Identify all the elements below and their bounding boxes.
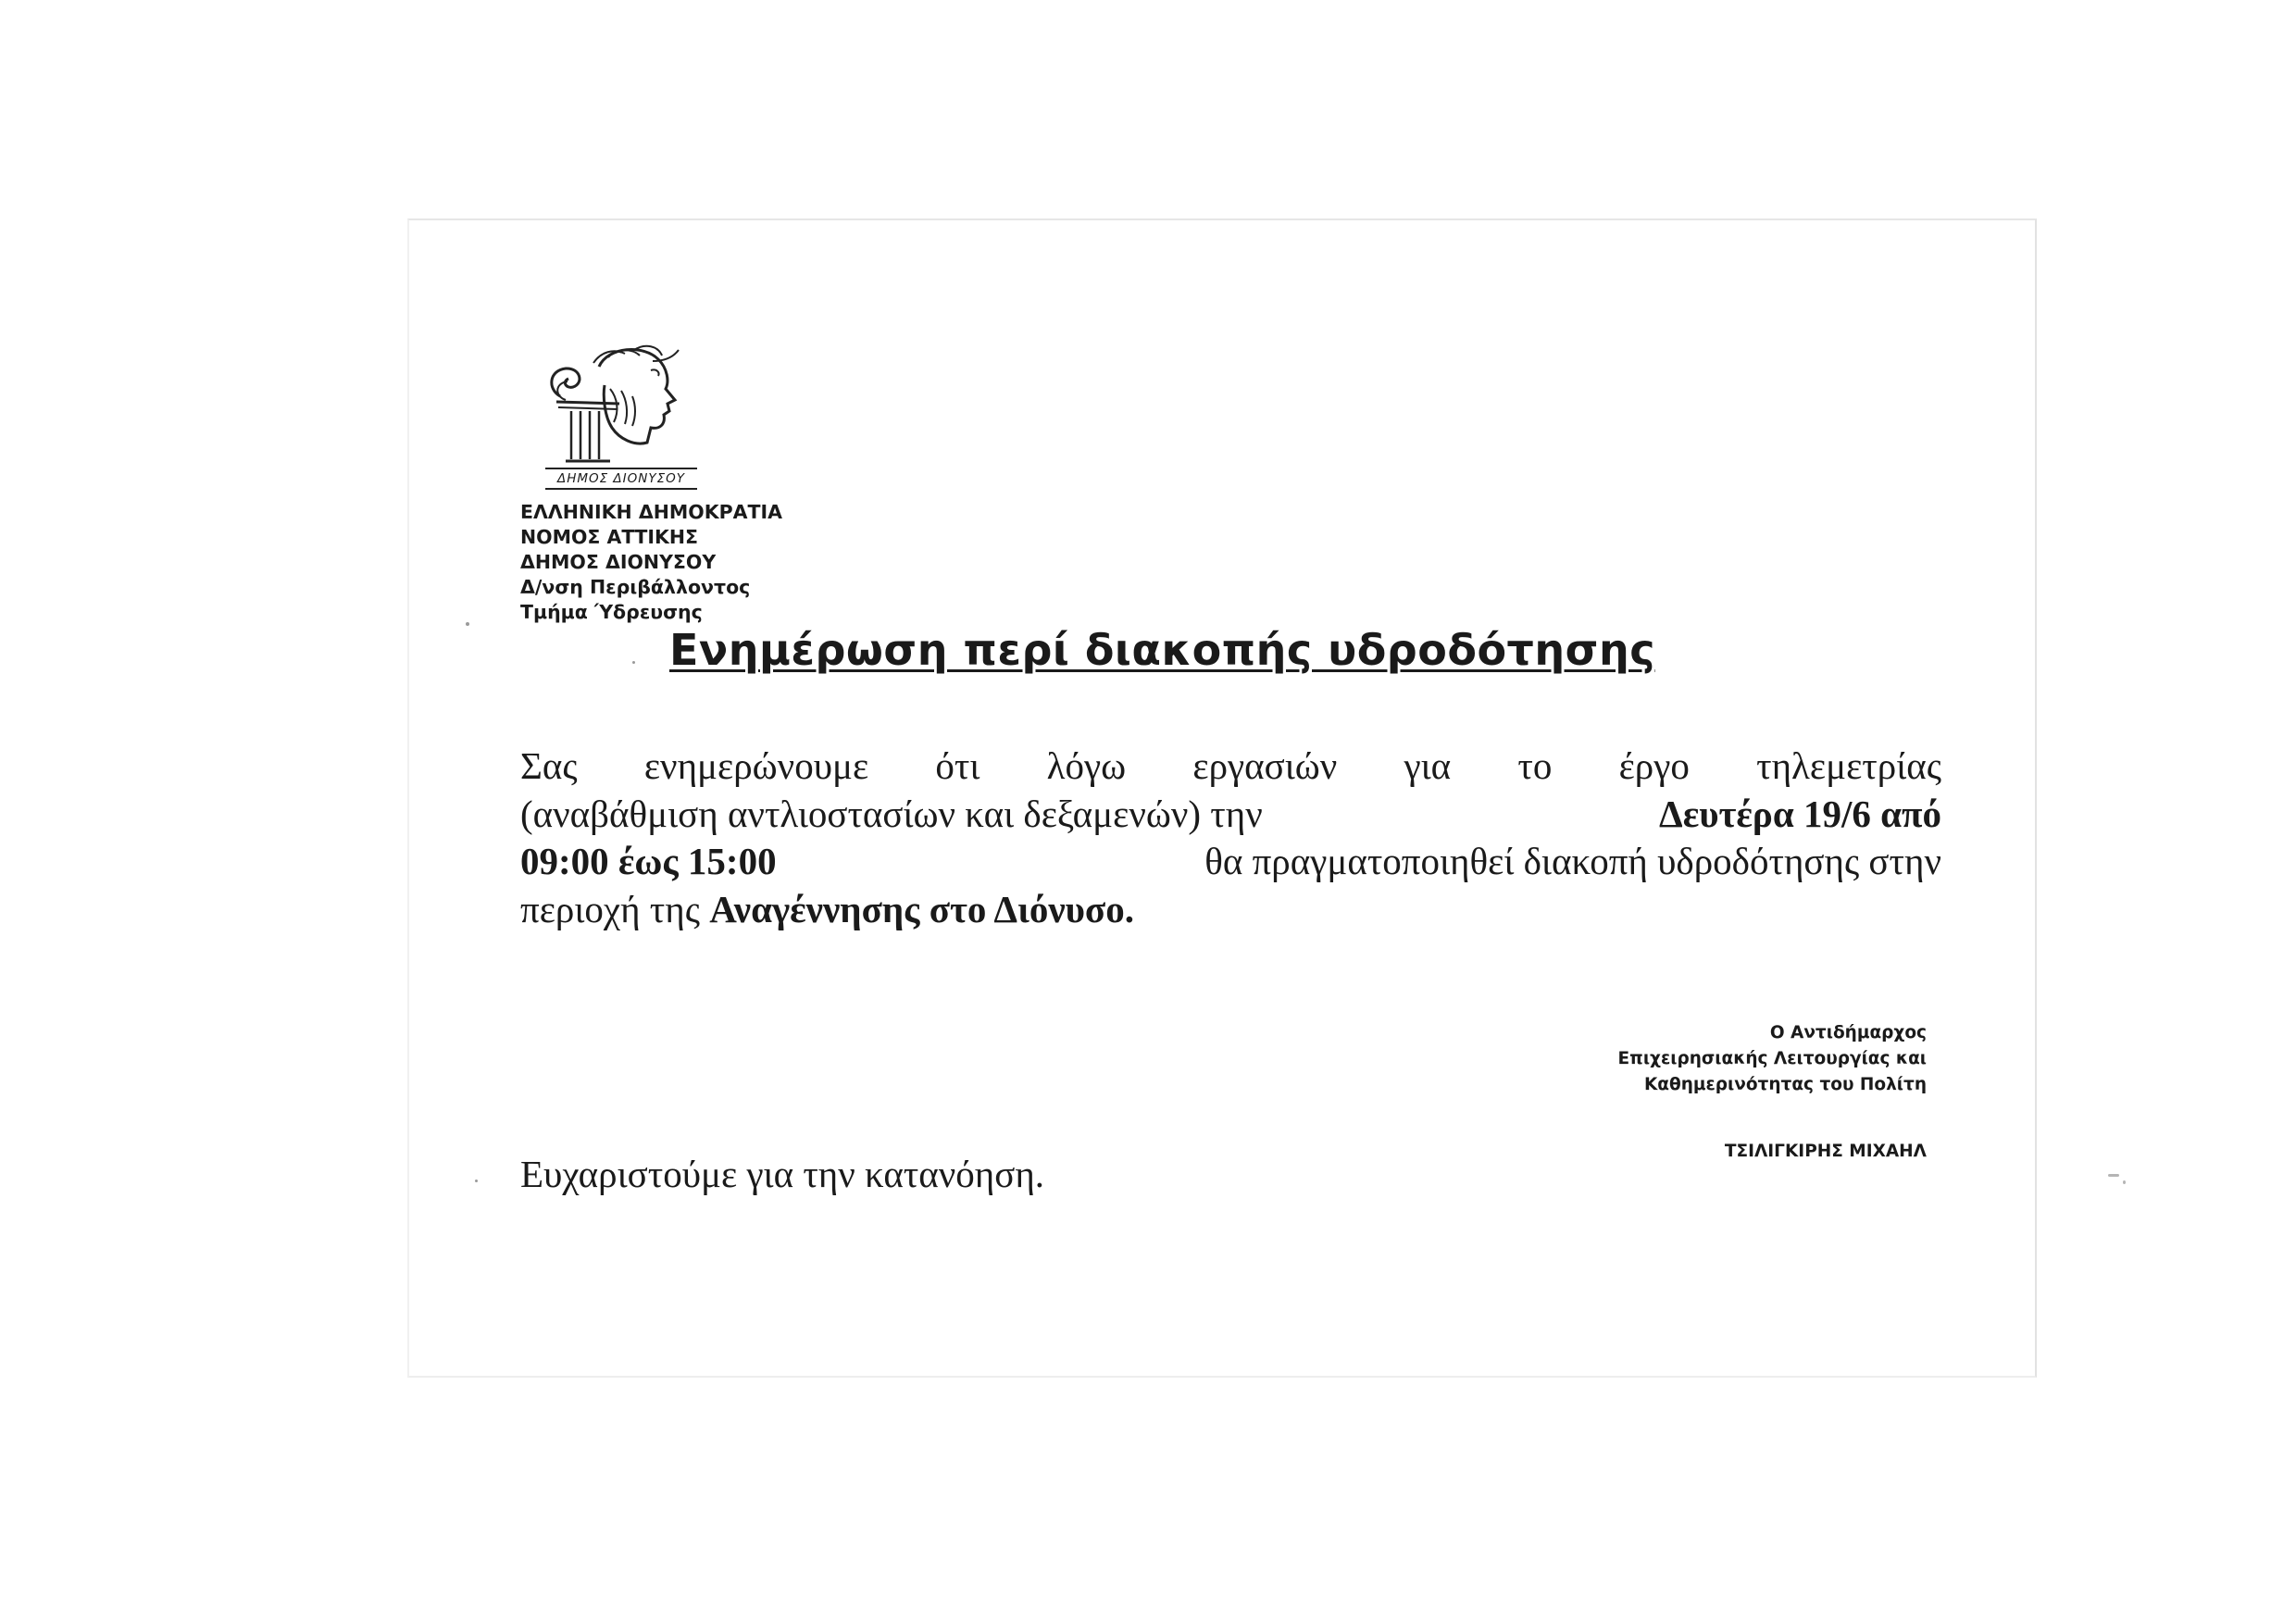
body-line-3 [520, 838, 1941, 886]
signature-role-3: Καθημερινότητας του Πολίτη [1643, 1075, 1927, 1094]
body-line-2-date: Δευτέρα 19/6 από [1659, 792, 1941, 835]
header-line-department: Τμήμα Ύδρευσης [520, 601, 703, 623]
municipality-logo [543, 343, 701, 491]
body-word: το [1517, 744, 1553, 787]
body-word: λόγω [1046, 744, 1127, 787]
signer-name: ΤΣΙΛΙΓΚΙΡΗΣ ΜΙΧΑΗΛ [1724, 1142, 1927, 1161]
notice-title: Ενημέρωση περί διακοπής υδροδότησης [669, 625, 1655, 675]
body-word: Σας [520, 744, 578, 787]
signature-block [1618, 1020, 1927, 1165]
body-line-3-plain: θα πραγματοποιηθεί διακοπή υδροδότησης στην [1204, 840, 1941, 882]
signature-role-1: Ο Αντιδήμαρχος [1769, 1023, 1927, 1042]
body-line-3-time: 09:00 έως 15:00 [520, 840, 777, 882]
body-word: εργασιών [1192, 744, 1338, 787]
notice-body [520, 743, 1941, 933]
scan-speck [2108, 1174, 2119, 1177]
body-word: για [1404, 744, 1452, 787]
thanks-line: Ευχαριστούμε για την κατανόηση. [520, 1153, 1045, 1195]
body-line-4 [520, 886, 1941, 934]
logo-caption: ΔΗΜΟΣ ΔΙΟΝΥΣΟΥ [556, 471, 686, 486]
header-line-municipality: ΔΗΜΟΣ ΔΙΟΝΥΣΟΥ [520, 551, 717, 573]
header-line-directorate: Δ/νση Περιβάλλοντος [520, 576, 751, 598]
scan-speck [466, 622, 469, 626]
scan-speck [2123, 1180, 2126, 1184]
scan-speck [632, 661, 635, 664]
body-word: ότι [935, 744, 980, 787]
body-line-4-area: Αναγέννησης στο Διόνυσο. [709, 887, 1134, 930]
header-line-country: ΕΛΛΗΝΙΚΗ ΔΗΜΟΚΡΑΤΙΑ [520, 501, 782, 523]
body-word: ενημερώνουμε [643, 744, 869, 787]
document-sheet [407, 218, 2037, 1378]
body-line-2-plain: (αναβάθμιση αντλιοστασίων και δεξαμενών) την [520, 792, 1263, 835]
body-word: τηλεμετρίας [1756, 744, 1941, 787]
body-line-1-text [520, 743, 1941, 791]
body-word: έργο [1618, 744, 1690, 787]
scan-speck [475, 1180, 478, 1182]
header-line-prefecture: ΝΟΜΟΣ ΑΤΤΙΚΗΣ [520, 526, 699, 548]
issuer-header [520, 500, 782, 625]
body-line-2 [520, 791, 1941, 839]
body-line-1 [520, 743, 1941, 791]
body-line-4-plain: περιοχή της [520, 887, 700, 930]
signature-role-2: Επιχειρησιακής Λειτουργίας και [1617, 1049, 1927, 1068]
